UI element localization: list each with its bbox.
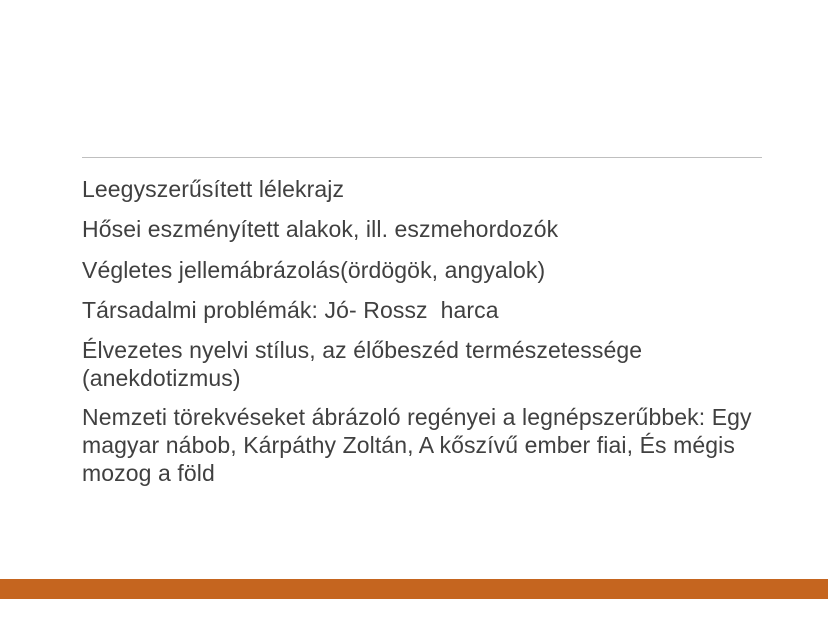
footer-accent-band <box>0 579 828 599</box>
body-paragraph-6: Nemzeti törekvéseket ábrázoló regényei a legnépszerűbbek: Egy magyar nábob, Kárpáthy Zoltán, A kőszívű ember fiai, És mégis mozog a föld <box>82 403 759 487</box>
body-paragraph-3: Végletes jellemábrázolás(ördögök, angyalok) <box>82 256 546 283</box>
body-paragraph-5: Élvezetes nyelvi stílus, az élőbeszéd természetessége (anekdotizmus) <box>82 337 649 392</box>
body-paragraph-1: Leegyszerűsített lélekrajz <box>82 176 345 202</box>
content-divider <box>82 157 762 158</box>
slide-body <box>82 157 762 488</box>
body-paragraph-4: Társadalmi problémák: Jó- Rossz harca <box>82 296 499 323</box>
body-paragraph-2: Hősei eszményített alakok, ill. eszmehordozók <box>82 216 559 243</box>
